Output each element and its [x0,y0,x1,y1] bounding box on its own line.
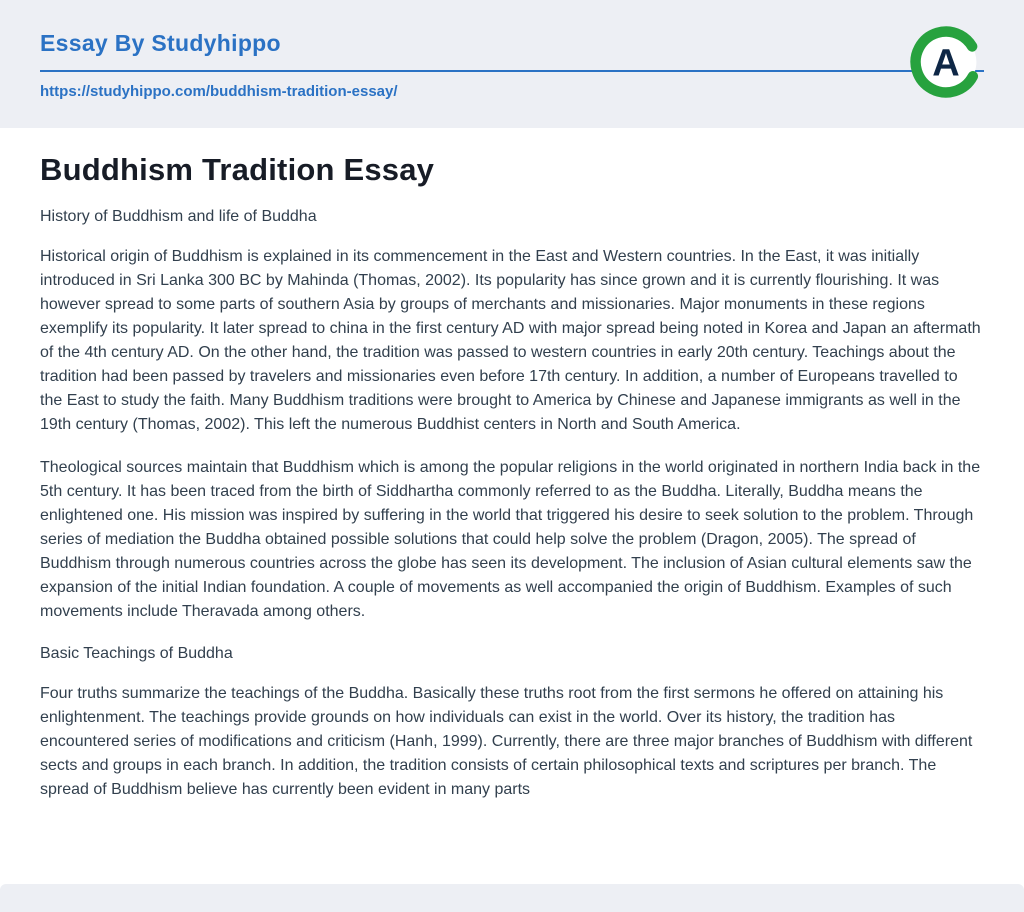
studyhippo-logo [908,24,984,100]
paragraph-four-truths: Four truths summarize the teachings of the Buddha. Basically these truths root from the first sermons he offered on attaining his enlightenment. The teachings provide grounds on how individuals can exist in the world. Over its history, the tradition has encountered series of modifications and criticism (Hanh, 1999). Currently, there are three major branches of Buddhism with different sects and groups in each branch. In addition, the tradition consists of certain philosophical texts and scriptures per branch. The spread of Buddhism believe has currently been evident in many parts [40,685,973,798]
paragraph-history-origin: Historical origin of Buddhism is explained in its commencement in the East and Western countries. In the East, it was initially introduced in Sri Lanka 300 BC by Mahinda (Thomas, 2002). Its popularity has since grown and it is currently flourishing. It was however spread to some parts of southern Asia by groups of merchants and missionaries. Major monuments in these regions exemplify its popularity. It later spread to china in the first century AD with major spread being noted in Korea and Japan an aftermath of the 4th century AD. On the other hand, the tradition was passed to western countries in early 20th century. Teachings about the tradition had been passed by travelers and missionaries even before 17th century. In addition, a number of Europeans travelled to the East to study the faith. Many Buddhism traditions were brought to America by Chinese and Japanese immigrants as well in the 19th century (Thomas, 2002). This left the numerous Buddhist centers in North and South America. [40,248,981,433]
section-heading-basic-teachings: Basic Teachings of Buddha [40,645,233,662]
brand-title: Essay By Studyhippo [40,30,281,56]
logo-letter: A [932,42,960,85]
paragraph-theological-sources: Theological sources maintain that Buddhism which is among the popular religions in the world originated in northern India back in the 5th century. It has been traced from the birth of Siddhartha commonly referred to as the Buddha. Literally, Buddha means the enlightened one. His mission was inspired by suffering in the world that triggered his desire to seek solution to the problem. Through series of mediation the Buddha obtained possible solutions that could help solve the problem (Dragon, 2005). The spread of Buddhism through numerous countries across the globe has seen its development. The inclusion of Asian cultural elements saw the expansion of the initial Indian foundation. A couple of movements as well accompanied the origin of Buddhism. Examples of such movements include Theravada among others. [40,459,981,620]
logo-ring-icon [908,24,984,100]
footer-strip [0,884,1024,912]
site-header [0,0,1024,128]
source-url-link[interactable]: https://studyhippo.com/buddhism-tradition-essay/ [40,83,398,100]
header-divider [40,70,984,72]
page-title: Buddhism Tradition Essay [40,152,435,187]
article-subtitle: History of Buddhism and life of Buddha [40,208,317,225]
essay-article [0,128,1024,802]
